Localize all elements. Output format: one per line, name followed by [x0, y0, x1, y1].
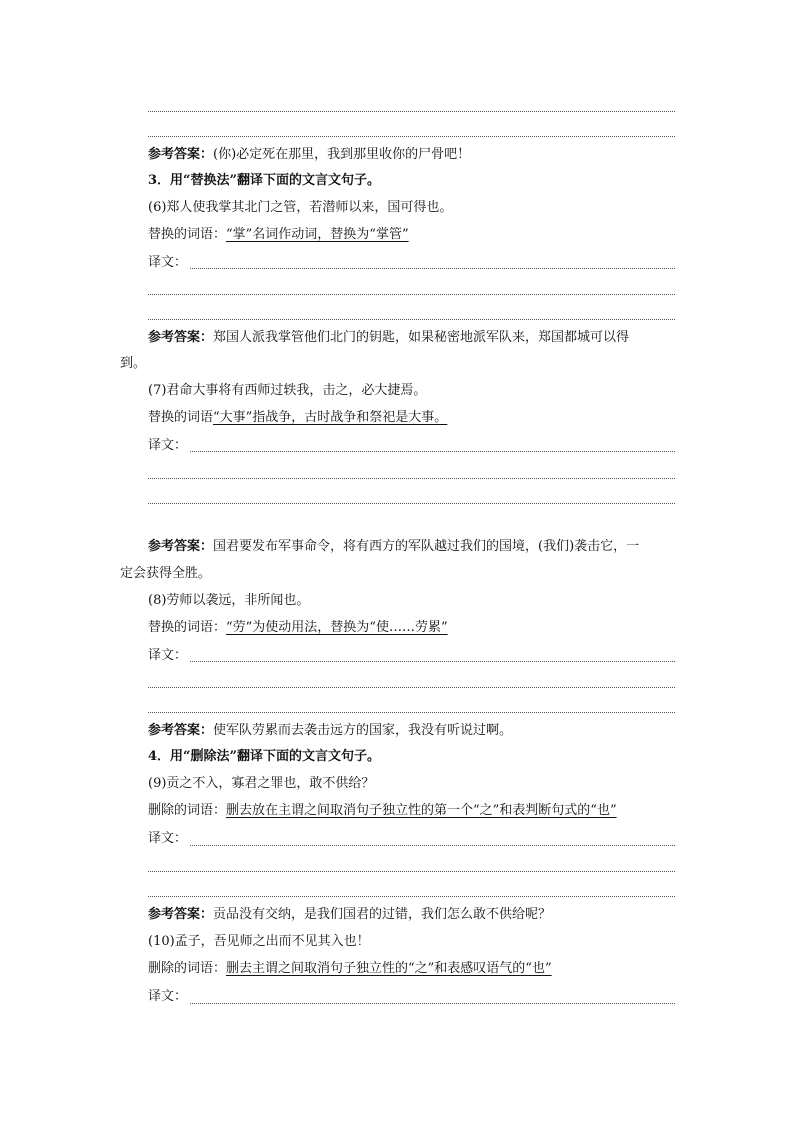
replace-text: “劳”为使动用法，替换为“使……劳累” [226, 620, 448, 635]
translation-label: 译文： [148, 831, 188, 846]
replace-label: 替换的词语 [148, 410, 214, 425]
replace-label: 替换的词语： [148, 227, 227, 242]
question-10: (10)孟子，吾见师之出而不见其入也！ [148, 934, 370, 949]
delete-label: 删除的词语： [148, 803, 227, 818]
q8-replace-row [148, 619, 676, 637]
section-3-title: 3．用“替换法”翻译下面的文言文句子。 [148, 173, 381, 188]
answer-text: 使军队劳累而去袭击远方的国家，我没有听说过啊。 [213, 723, 513, 738]
q6-replace-row [148, 226, 676, 244]
answer-text: (你)必定死在那里，我到那里收你的尸骨吧！ [213, 147, 471, 162]
answer-label: 参考答案： [148, 907, 214, 922]
delete-label: 删除的词语： [148, 961, 227, 976]
translation-line [190, 451, 675, 452]
question-7: (7)君命大事将有西师过轶我，击之，必大捷焉。 [148, 383, 427, 398]
replace-text: “大事”指战争，古时战争和祭祀是大事。 [213, 410, 448, 425]
answer-label: 参考答案： [148, 539, 214, 554]
answer-line [148, 111, 675, 112]
translation-label: 译文： [148, 255, 188, 270]
replace-text: “掌”名词作动词，替换为“掌管” [226, 227, 409, 242]
reference-answer [148, 722, 676, 740]
q10-delete-row [148, 960, 676, 978]
answer-text-continued: 到。 [120, 356, 147, 371]
translation-line [190, 661, 675, 662]
translation-label: 译文： [148, 648, 188, 663]
answer-text: 郑国人派我掌管他们北门的钥匙，如果秘密地派军队来，郑国都城可以得 [213, 330, 630, 345]
translation-label: 译文： [148, 989, 188, 1004]
translation-line [190, 1003, 675, 1004]
reference-answer [148, 906, 676, 924]
delete-text: 删去主谓之间取消句子独立性的“之”和表感叹语气的“也” [226, 961, 552, 976]
replace-label: 替换的词语： [148, 620, 227, 635]
answer-label: 参考答案： [148, 147, 214, 162]
delete-text: 删去放在主谓之间取消句子独立性的第一个“之”和表判断句式的“也” [226, 803, 617, 818]
reference-answer [148, 538, 676, 556]
answer-line [148, 319, 675, 320]
answer-label: 参考答案： [148, 723, 214, 738]
question-8: (8)劳师以袭远，非所闻也。 [148, 593, 310, 608]
translation-label: 译文： [148, 438, 188, 453]
translation-line [190, 845, 675, 846]
q9-delete-row [148, 802, 676, 820]
translation-line [190, 268, 675, 269]
question-6: (6)郑人使我掌其北门之管，若潜师以来，国可得也。 [148, 200, 453, 215]
answer-line [148, 478, 675, 479]
answer-line [148, 896, 675, 897]
answer-text-continued: 定会获得全胜。 [120, 566, 212, 581]
answer-line [148, 503, 675, 504]
reference-answer [148, 329, 676, 347]
answer-line [148, 136, 675, 137]
question-9: (9)贡之不入，寡君之罪也，敢不供给？ [148, 776, 375, 791]
q7-replace-row [148, 409, 676, 427]
answer-line [148, 871, 675, 872]
answer-line [148, 687, 675, 688]
section-4-title: 4．用“删除法”翻译下面的文言文句子。 [148, 749, 381, 764]
reference-answer [148, 146, 676, 164]
answer-line [148, 712, 675, 713]
answer-line [148, 294, 675, 295]
answer-text: 国君要发布军事命令，将有西方的军队越过我们的国境，(我们)袭击它，一 [213, 539, 640, 554]
answer-text: 贡品没有交纳，是我们国君的过错，我们怎么敢不供给呢？ [213, 907, 552, 922]
answer-label: 参考答案： [148, 330, 214, 345]
